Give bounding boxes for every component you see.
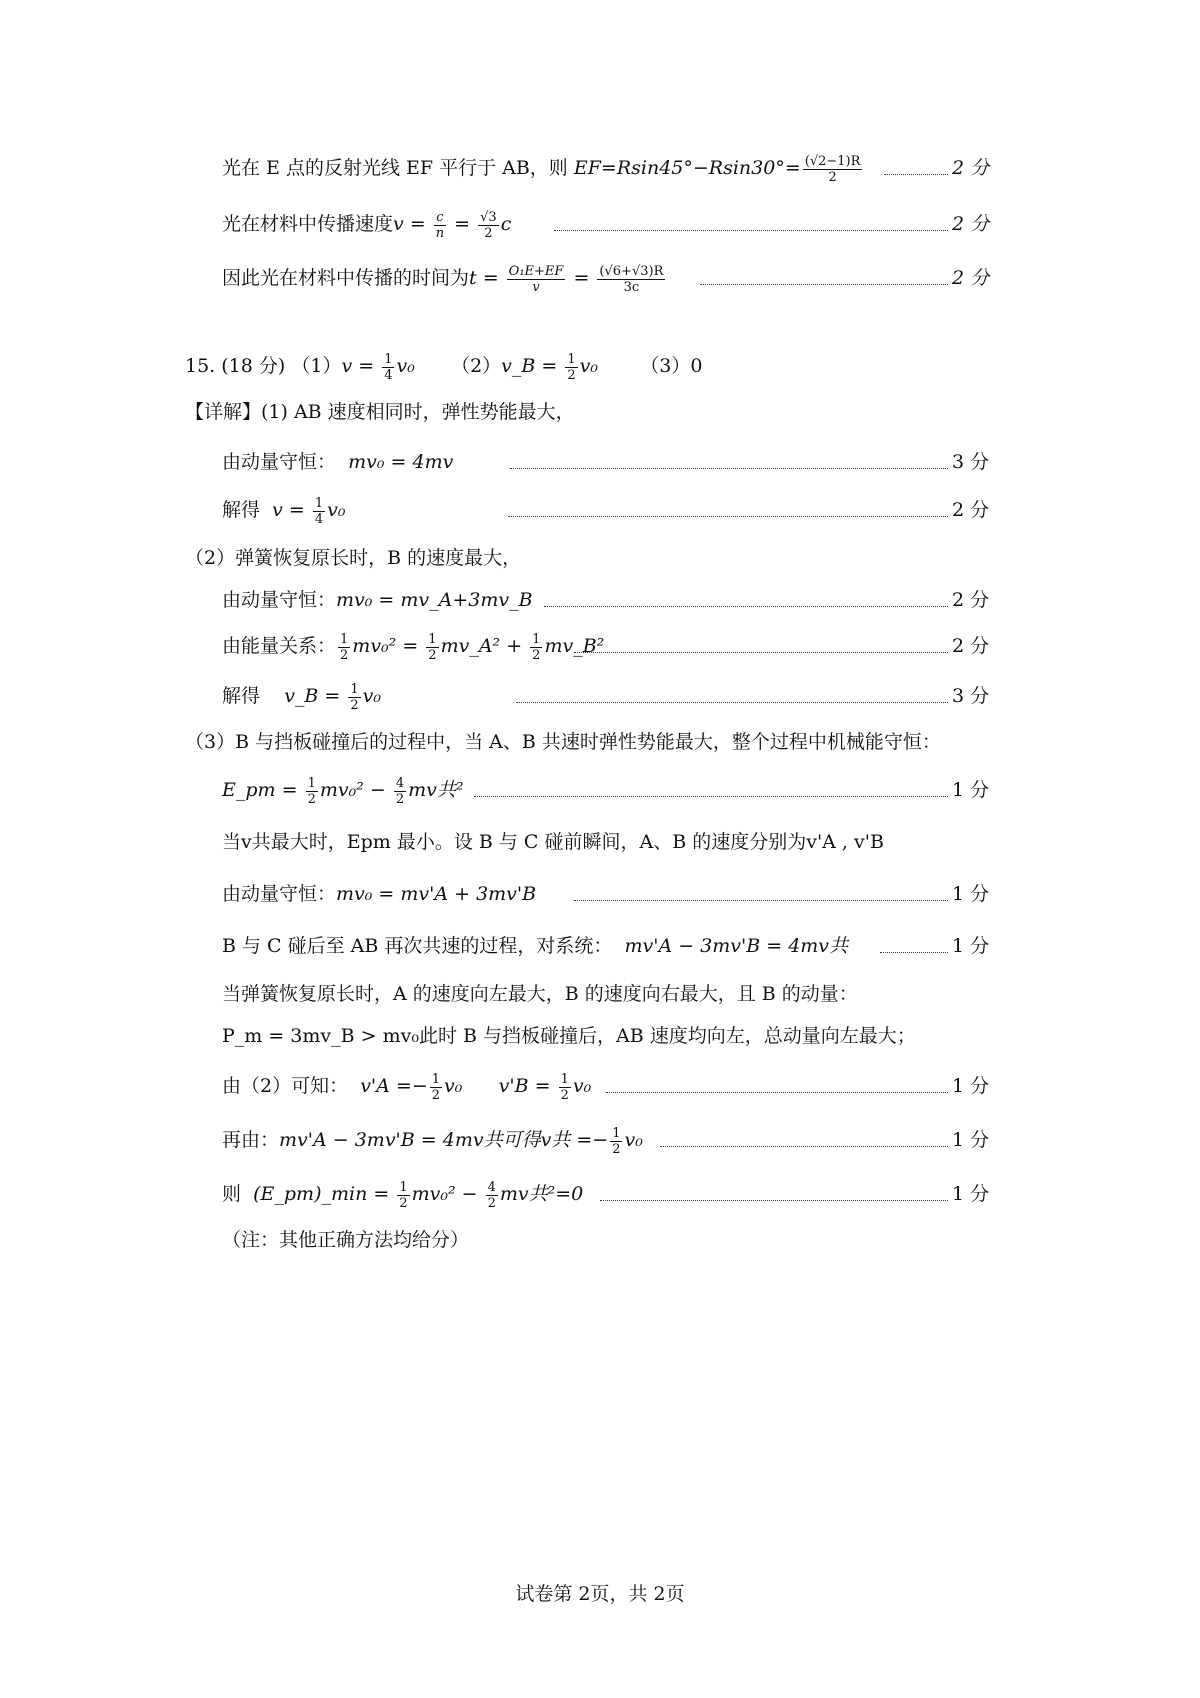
score-label: 2 分 bbox=[952, 589, 990, 611]
score-label: 1 分 bbox=[952, 883, 990, 905]
leader-dots bbox=[554, 230, 948, 231]
leader-dots bbox=[516, 702, 948, 703]
q15-step-momentum-3: 由动量守恒：mv₀ = mv'A + 3mv'B 1 分 bbox=[0, 874, 1200, 914]
q15-step-solve-1: 解得 v = $\frac{1}{4}$ v₀ 2 分 bbox=[0, 490, 1200, 530]
q14-line-time: 因此光在材料中传播的时间为t = $\frac{\text{O₁E+EF}}{v}$ = $\frac{(√6+√3)R}{3c}$ 2 分 bbox=[0, 258, 1200, 298]
leader-dots bbox=[510, 468, 948, 469]
q15-step-pm: P_m = 3mv_B > mv₀此时 B 与挡板碰撞后，AB 速度均向左，总动量向左最大； bbox=[222, 1025, 916, 1047]
score-label: 1 分 bbox=[952, 779, 990, 801]
leader-dots bbox=[606, 1092, 948, 1093]
score-label: 3 分 bbox=[952, 451, 990, 473]
leader-dots bbox=[474, 796, 948, 797]
q15-step-solve-2: 解得 v_B = $\frac{1}{2}$ v₀ 3 分 bbox=[0, 676, 1200, 716]
leader-dots bbox=[600, 1200, 948, 1201]
q15-note: （注：其他正确方法均给分） bbox=[222, 1229, 470, 1251]
leader-dots bbox=[544, 606, 948, 607]
leader-dots bbox=[880, 952, 948, 953]
score-label: 1 分 bbox=[952, 1129, 990, 1151]
q15-step-recovery: 当弹簧恢复原长时，A 的速度向左最大，B 的速度向右最大，且 B 的动量： bbox=[222, 983, 858, 1005]
q15-step-final: 则 (E_pm)_min = $\frac{1}{2}$ mv₀² − $\frac{4}{2}$ mv共²=0 1 分 bbox=[0, 1174, 1200, 1214]
q14-line-speed: 光在材料中传播速度v = $\frac{c}{n}$ = $\frac{√3}{2}$ c 2 分 bbox=[0, 204, 1200, 244]
q14-line-ef bbox=[0, 148, 1200, 188]
q14-time-frac2: $\frac{(√6+√3)R}{3c}$ bbox=[599, 263, 664, 295]
q15-part3-intro: （3）B 与挡板碰撞后的过程中，当 A、B 共速时弹性势能最大，整个过程中机械能守恒： bbox=[185, 731, 941, 753]
q15-step-momentum-1: 由动量守恒： mv₀ = 4mv 3 分 bbox=[0, 442, 1200, 482]
score-label: 2 分 bbox=[952, 213, 990, 235]
leader-dots bbox=[574, 652, 948, 653]
q14-ef-text: 光在 E 点的反射光线 EF 平行于 AB，则 bbox=[222, 157, 568, 179]
score-label: 1 分 bbox=[952, 1075, 990, 1097]
q14-time-frac1: $\frac{\text{O₁E+EF}}{v}$ bbox=[508, 263, 564, 295]
q14-speed-frac2: $\frac{√3}{2}$ bbox=[480, 209, 497, 241]
leader-dots bbox=[700, 284, 948, 285]
q14-ef-formula: EF=Rsin45°−Rsin30°= bbox=[573, 157, 801, 179]
q15-number: 15. (18 分) bbox=[185, 355, 286, 377]
q14-speed-frac1: $\frac{c}{n}$ bbox=[435, 209, 445, 241]
q14-time-text: 因此光在材料中传播的时间为 bbox=[222, 267, 470, 289]
leader-dots bbox=[884, 174, 948, 175]
score-label: 2 分 bbox=[952, 635, 990, 657]
q15-step-momentum-2: 由动量守恒：mv₀ = mv_A+3mv_B 2 分 bbox=[0, 580, 1200, 620]
q15-header: 15. (18 分) （1）v = $\frac{1}{4}$ v₀ （2）v_B = $\frac{1}{2}$ v₀ （3）0 bbox=[185, 351, 703, 383]
leader-dots bbox=[508, 516, 948, 517]
q14-ef-fraction: $\frac{(√2-1)R}{2}$ bbox=[804, 153, 861, 185]
q15-step-epm: E_pm = $\frac{1}{2}$ mv₀² − $\frac{4}{2}$ mv共² 1 分 bbox=[0, 770, 1200, 810]
q15-part2-intro: （2）弹簧恢复原长时，B 的速度最大， bbox=[185, 547, 522, 569]
leader-dots bbox=[660, 1146, 948, 1147]
q15-step-energy: 由能量关系： $\frac{1}{2}$ mv₀² = $\frac{1}{2}$ mv_A² + $\frac{1}{2}$ mv_B² 2 分 bbox=[0, 626, 1200, 666]
q15-detail-intro: 【详解】(1) AB 速度相同时，弹性势能最大， bbox=[185, 401, 575, 423]
q15-step-again: 再由：mv'A − 3mv'B = 4mv共可得v共 =− $\frac{1}{2}$ v₀ 1 分 bbox=[0, 1120, 1200, 1160]
score-label: 2 分 bbox=[952, 157, 990, 179]
score-label: 1 分 bbox=[952, 935, 990, 957]
q14-speed-text: 光在材料中传播速度 bbox=[222, 213, 394, 235]
q15-step-from-2: 由（2）可知： v'A =− $\frac{1}{2}$ v₀ v'B = $\frac{1}{2}$ v₀ 1 分 bbox=[0, 1066, 1200, 1106]
score-label: 2 分 bbox=[952, 267, 990, 289]
page-footer: 试卷第 2页，共 2页 bbox=[515, 1583, 685, 1605]
q15-step-system: B 与 C 碰后至 AB 再次共速的过程，对系统： mv'A − 3mv'B = 4mv共 1 分 bbox=[0, 926, 1200, 966]
q15-step-condition: 当v共最大时，Epm 最小。设 B 与 C 碰前瞬间，A、B 的速度分别为v'A , v'B bbox=[222, 831, 884, 853]
leader-dots bbox=[574, 900, 948, 901]
score-label: 3 分 bbox=[952, 685, 990, 707]
score-label: 1 分 bbox=[952, 1183, 990, 1205]
score-label: 2 分 bbox=[952, 499, 990, 521]
